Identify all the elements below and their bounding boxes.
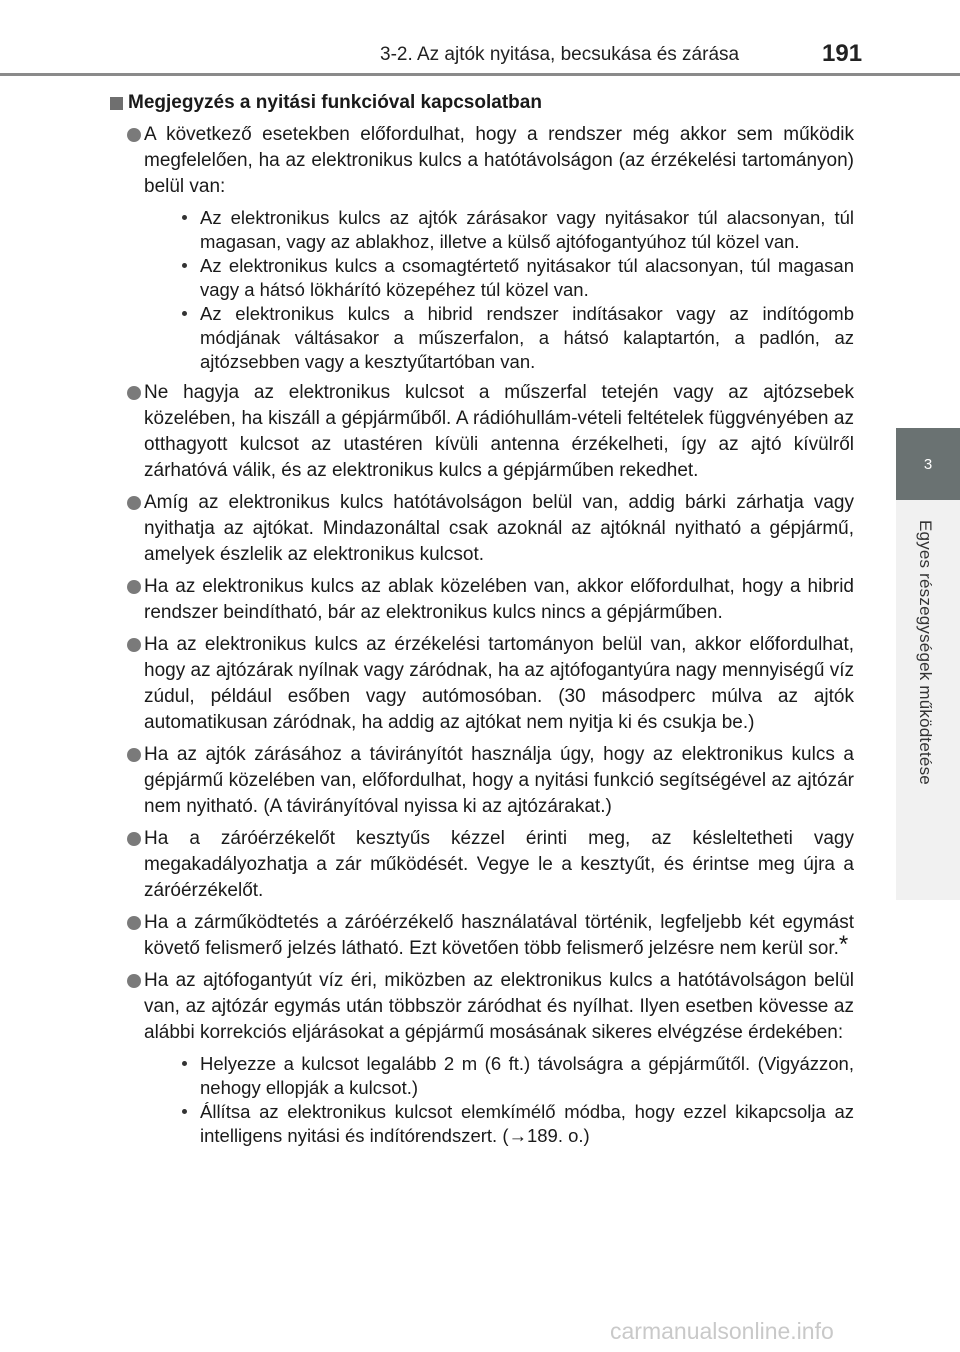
dot-bullet-icon xyxy=(182,215,187,220)
note-item xyxy=(108,380,854,484)
sub-list-item xyxy=(180,1052,854,1100)
note-item xyxy=(108,826,854,904)
note-item-text: A következő esetekben előfordulhat, hogy a rendszer még akkor sem működik megfelelően, ha az elektronikus kulcs a hatótávolságon (az érzékelési tartományon) belül van: xyxy=(144,124,854,197)
chapter-tab[interactable] xyxy=(896,428,960,500)
note-item-text: Ha az elektronikus kulcs az érzékelési tartományon belül van, akkor előfordulhat, hogy az ajtózárak nyílnak vagy záródnak, ha az ajtófogantyúra nagy mennyiségű víz zúdul, például esőben vagy autómosóban. (30 másodperc múlva az ajtók automatikusan záródnak, ha addig az ajtókat nem nyitja ki és csukja be.) xyxy=(144,634,854,733)
circle-bullet-icon xyxy=(127,386,141,400)
sub-list xyxy=(180,1052,854,1148)
sub-list-item xyxy=(180,206,854,254)
section-heading xyxy=(108,90,854,116)
header-divider xyxy=(0,73,960,76)
circle-bullet-icon xyxy=(127,128,141,142)
note-item xyxy=(108,910,854,962)
chapter-tab-title: Egyes részegységek működtetése xyxy=(916,520,935,785)
note-item xyxy=(108,574,854,626)
note-item-text: Ha az ajtófogantyút víz éri, miközben az elektronikus kulcs a hatótávolságon belül van, az ajtózár egymás után többször záródhat és nyílhat. Ilyen esetben kövesse az alábbi korrekciós eljárásokat a gépjármű mosásának sikeres elvégzése érdekében: xyxy=(144,970,854,1043)
note-item xyxy=(108,632,854,736)
square-bullet-icon xyxy=(110,97,123,110)
circle-bullet-icon xyxy=(127,832,141,846)
chapter-tab-number: 3 xyxy=(923,455,933,473)
circle-bullet-icon xyxy=(127,496,141,510)
circle-bullet-icon xyxy=(127,580,141,594)
note-item-text: Amíg az elektronikus kulcs hatótávolságon belül van, addig bárki zárhatja vagy nyithatja az ajtókat. Mindazonáltal csak azoknál az ajtóknál nyitható a gépjármű, amelyek észlelik az elektronikus kulcsot. xyxy=(144,492,854,565)
page-number: 191 xyxy=(822,40,863,67)
section-heading-text: Megjegyzés a nyitási funkcióval kapcsolatban xyxy=(128,92,542,113)
dot-bullet-icon xyxy=(182,1109,187,1114)
sub-list-item-text: Helyezze a kulcsot legalább 2 m (6 ft.) távolságra a gépjárműtől. (Vigyázzon, nehogy ellopják a kulcsot.) xyxy=(200,1053,854,1098)
circle-bullet-icon xyxy=(127,916,141,930)
note-item xyxy=(108,742,854,820)
sub-list-item xyxy=(180,1100,854,1148)
note-item xyxy=(108,490,854,568)
circle-bullet-icon xyxy=(127,748,141,762)
note-item-text: Ha az elektronikus kulcs az ablak közelében van, akkor előfordulhat, hogy a hibrid rendszer beindítható, bár az elektronikus kulcs nincs a gépjárműben. xyxy=(144,576,854,623)
note-item xyxy=(108,122,854,374)
note-item-text: Ha az ajtók zárásához a távirányítót használja úgy, hogy az elektronikus kulcs a gépjármű közelében van, előfordulhat, hogy a nyitási funkció segítségével az ajtózár nem nyitható. (A távirányítóval nyissa ki az ajtózárakat.) xyxy=(144,744,854,817)
circle-bullet-icon xyxy=(127,974,141,988)
footnote-asterisk: * xyxy=(838,931,849,958)
sub-list-item xyxy=(180,254,854,302)
chapter-title: 3-2. Az ajtók nyitása, becsukása és zárása xyxy=(380,44,740,65)
sub-list-item-text: Az elektronikus kulcs az ajtók zárásakor vagy nyitásakor túl alacsonyan, túl magasan, vagy az ablakhoz, illetve a külső ajtófogantyúhoz túl közel van. xyxy=(200,207,854,252)
sub-list-item xyxy=(180,302,854,374)
note-item xyxy=(108,968,854,1148)
watermark: carmanualsonline.info xyxy=(610,1318,834,1344)
note-list xyxy=(108,122,854,1148)
note-item-text: Ne hagyja az elektronikus kulcsot a műszerfal tetején vagy az ajtózsebek közelében, ha kiszáll a gépjárműből. A rádióhullám-vételi feltételek függvényében az otthagyott kulcsot az utastéren kívüli antenna érzékelheti, így az ajtó kívülről zárhatóvá válik, és az elektronikus kulcs a gépjárműben rekedhet. xyxy=(144,382,854,481)
sub-list-item-text: Az elektronikus kulcs a csomagtértető nyitásakor túl alacsonyan, túl magasan vagy a hátsó lökhárító közepéhez túl közel van. xyxy=(200,255,854,300)
sub-list-item-text: Állítsa az elektronikus kulcsot elemkímélő módba, hogy ezzel kikapcsolja az intelligens nyitási és indítórendszert. (→189. o.) xyxy=(200,1101,854,1146)
dot-bullet-icon xyxy=(182,311,187,316)
note-item-text: Ha a záróérzékelőt kesztyűs kézzel érinti meg, az késleltetheti vagy megakadályozhatja a zár működését. Vegye le a kesztyűt, és érintse meg újra a záróérzékelőt. xyxy=(144,828,854,901)
note-item-text: Ha a zárműködtetés a záróérzékelő használatával történik, legfeljebb két egymást követő felismerő jelzés látható. Ezt követően több felismerő jelzésre nem kerül sor. xyxy=(144,912,854,959)
sub-list xyxy=(180,206,854,374)
circle-bullet-icon xyxy=(127,638,141,652)
sub-list-item-text: Az elektronikus kulcs a hibrid rendszer indításakor vagy az indítógomb módjának váltásakor a műszerfalon, a hátsó kalaptartón, a padlón, az ajtózsebben vagy a kesztyűtartóban van. xyxy=(200,303,854,372)
dot-bullet-icon xyxy=(182,1061,187,1066)
dot-bullet-icon xyxy=(182,263,187,268)
page-content xyxy=(108,90,854,1148)
